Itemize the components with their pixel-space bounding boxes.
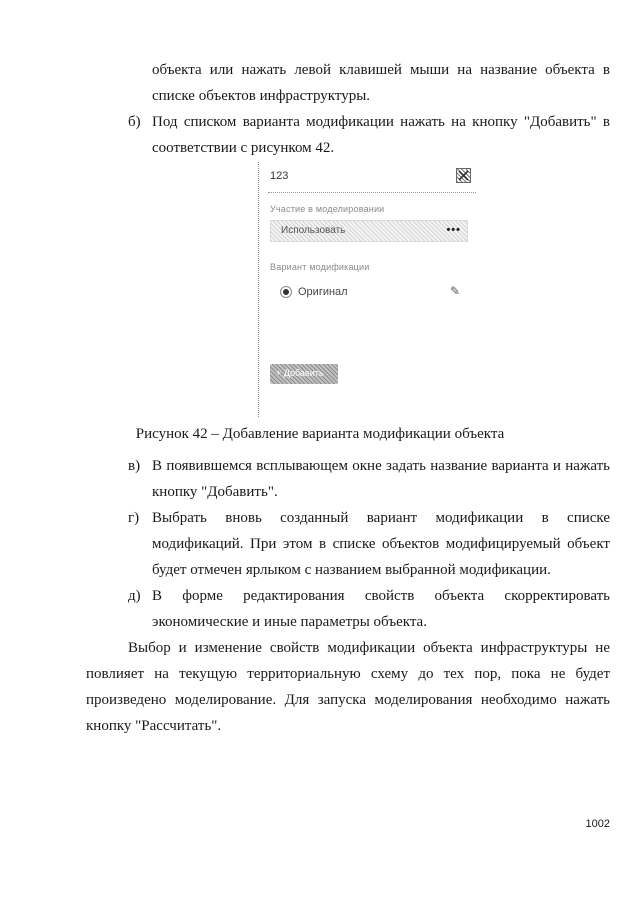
item-g-line-1: Выбрать вновь созданный вариант модификации в списке: [152, 510, 610, 526]
panel-title: 123: [270, 170, 289, 182]
close-icon[interactable]: [456, 168, 471, 183]
variant-option-label: Оригинал: [298, 286, 348, 298]
item-b-line-1: Под списком варианта модификации нажать на кнопку "Добавить" в: [152, 114, 610, 130]
participation-select[interactable]: [270, 220, 468, 242]
item-g-line-3: будет отмечен ярлыком с названием выбранной модификации.: [152, 562, 551, 578]
item-v-line-1: В появившемся всплывающем окне задать название варианта и нажать: [152, 458, 610, 474]
item-d-marker: д): [128, 588, 141, 604]
intro-line-1: объекта или нажать левой клавишей мыши на название объекта в: [152, 62, 610, 78]
paragraph-line-4: кнопку "Рассчитать".: [86, 718, 222, 734]
item-d-line-1: В форме редактирования свойств объекта скорректировать: [152, 588, 610, 604]
intro-line-2: списке объектов инфраструктуры.: [152, 88, 371, 104]
item-g-line-2: модификаций. При этом в списке объектов модифицируемый объект: [152, 536, 610, 552]
variant-radio-original[interactable]: [280, 286, 292, 298]
panel-divider: [268, 192, 476, 193]
variant-label: Вариант модификации: [270, 262, 370, 272]
item-v-marker: в): [128, 458, 141, 474]
item-v-line-2: кнопку "Добавить".: [152, 484, 278, 500]
paragraph-line-2: повлияет на текущую территориальную схему до тех пор, пока не будет: [86, 666, 610, 682]
item-d-line-2: экономические и иные параметры объекта.: [152, 614, 427, 630]
page-number: 1002: [585, 818, 610, 830]
item-b-marker: б): [128, 114, 141, 130]
participation-label: Участие в моделировании: [270, 204, 385, 214]
pencil-icon[interactable]: ✎: [450, 284, 461, 298]
add-button-label: + Добавить: [276, 368, 324, 378]
paragraph-line-3: произведено моделирование. Для запуска моделирования необходимо нажать: [86, 692, 610, 708]
panel-border: [258, 162, 259, 417]
add-variant-button[interactable]: [270, 364, 338, 384]
item-b-line-2: соответствии с рисунком 42.: [152, 140, 335, 156]
item-g-marker: г): [128, 510, 140, 526]
more-icon[interactable]: •••: [446, 224, 461, 236]
figure-42-screenshot: [258, 162, 480, 417]
participation-value: Использовать: [281, 225, 346, 236]
figure-caption: Рисунок 42 – Добавление варианта модификации объекта: [135, 426, 505, 442]
paragraph-line-1: Выбор и изменение свойств модификации объекта инфраструктуры не: [128, 640, 610, 656]
